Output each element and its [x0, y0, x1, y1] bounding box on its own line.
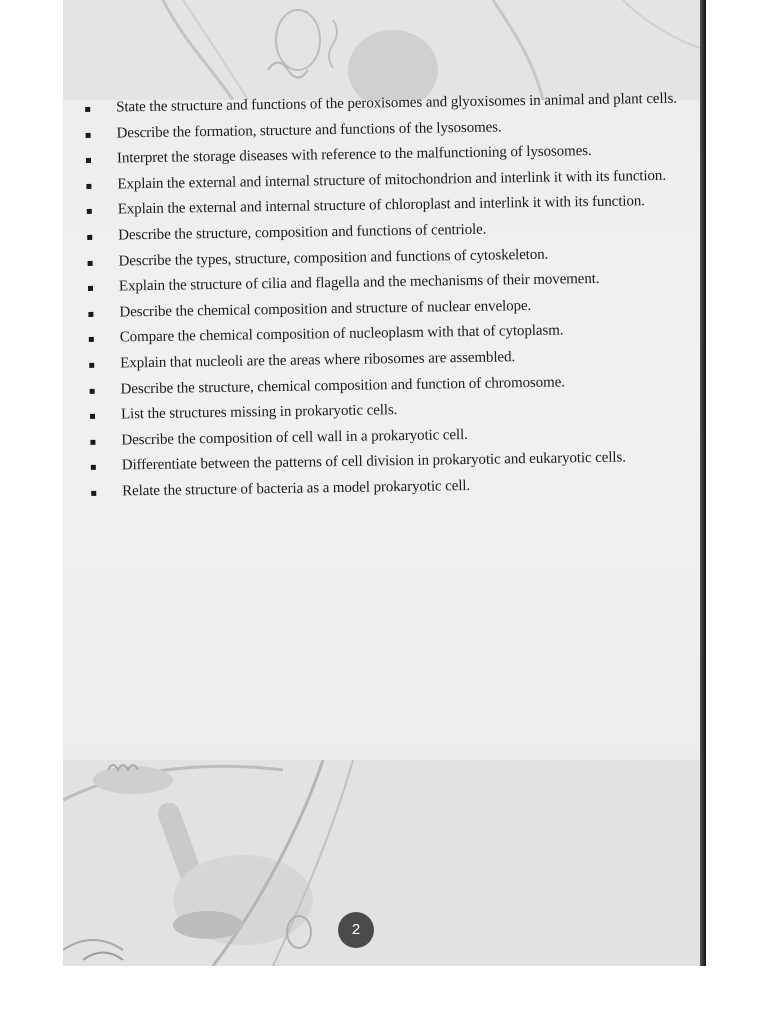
bullet-icon: [90, 388, 95, 393]
objective-text: Describe the types, structure, composition and functions of cytoskeleton.: [118, 246, 549, 270]
objective-text: Interpret the storage diseases with reference to the malfunctioning of lysosomes.: [116, 143, 592, 167]
bullet-icon: [88, 286, 93, 291]
bullet-icon: [86, 158, 91, 163]
bullet-icon: [90, 440, 95, 445]
bullet-icon: [86, 184, 91, 189]
page-number: 2: [338, 912, 374, 948]
bullet-icon: [90, 414, 95, 419]
bullet-icon: [89, 363, 94, 368]
objective-text: Describe the formation, structure and functions of the lysosomes.: [116, 119, 502, 142]
bullet-icon: [87, 209, 92, 214]
objectives-list: [83, 86, 699, 505]
objective-text: Differentiate between the patterns of cell division in prokaryotic and eukaryotic cells.: [121, 449, 626, 474]
bullet-icon: [88, 312, 93, 317]
objective-text: Explain the external and internal structure of chloroplast and interlink it with its function.: [117, 193, 645, 218]
bullet-icon: [88, 260, 93, 265]
bullet-icon: [85, 107, 90, 112]
objective-text: Describe the structure, composition and functions of centriole.: [118, 221, 487, 244]
objective-text: Relate the structure of bacteria as a model prokaryotic cell.: [122, 477, 471, 500]
objective-text: Describe the structure, chemical composition and function of chromosome.: [120, 373, 566, 397]
bullet-icon: [89, 337, 94, 342]
cell-illustration-top: [63, 0, 706, 100]
bullet-icon: [91, 491, 96, 496]
bullet-icon: [87, 235, 92, 240]
objective-text: Explain that nucleoli are the areas where ribosomes are assembled.: [120, 349, 516, 372]
objective-text: Describe the chemical composition and structure of nuclear envelope.: [119, 297, 532, 321]
objective-text: Explain the structure of cilia and flagella and the mechanisms of their movement.: [118, 271, 600, 295]
objective-text: Compare the chemical composition of nucleoplasm with that of cytoplasm.: [119, 322, 564, 346]
textbook-page: [63, 0, 706, 966]
objective-text: State the structure and functions of the peroxisomes and glyoxisomes in animal and plant cells.: [116, 90, 678, 116]
bullet-icon: [91, 465, 96, 470]
learning-objectives: [83, 86, 699, 505]
page-shadow-edge: [700, 0, 706, 966]
objective-text: Explain the external and internal structure of mitochondrion and interlink it with its function.: [117, 167, 667, 193]
bullet-icon: [86, 132, 91, 137]
objective-text: List the structures missing in prokaryotic cells.: [120, 402, 398, 423]
cell-illustration-bottom: [63, 760, 706, 966]
objective-text: Describe the composition of cell wall in a prokaryotic cell.: [121, 426, 468, 449]
